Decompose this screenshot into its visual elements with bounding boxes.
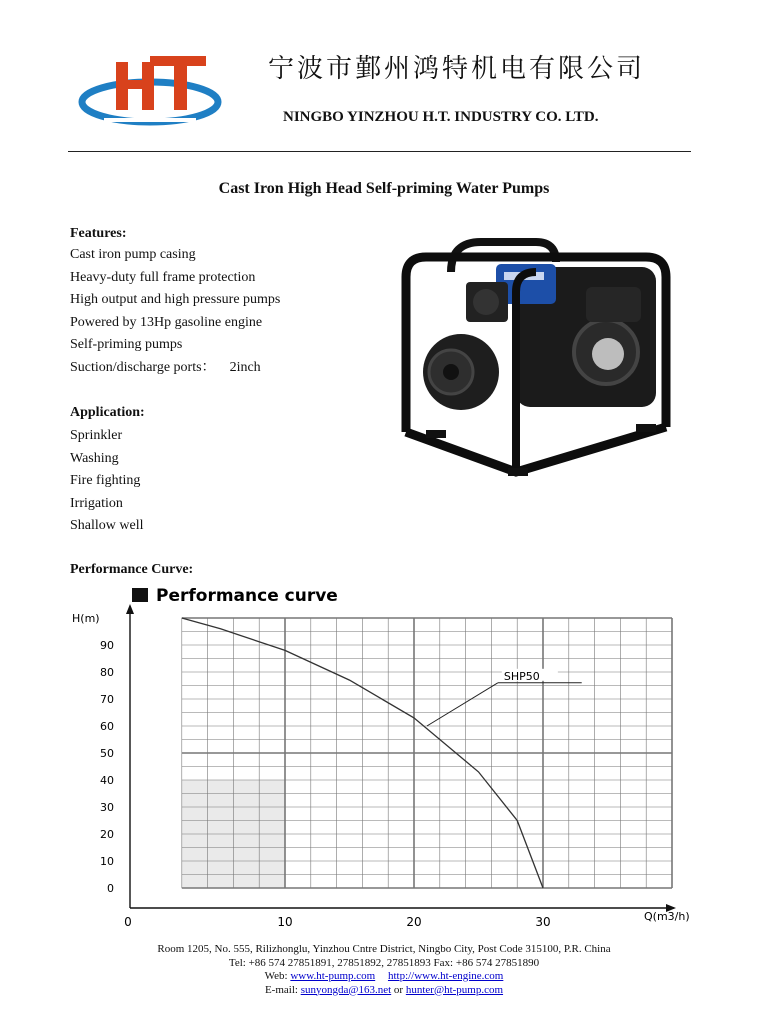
performance-curve-heading: Performance Curve:: [70, 562, 194, 577]
footer-web: [0, 970, 768, 984]
web-link-pump[interactable]: www.ht-pump.com: [290, 970, 376, 982]
application-item: Fire fighting: [70, 473, 141, 488]
web-label: Web:: [264, 970, 288, 982]
footer-address: Room 1205, No. 555, Rilizhonglu, Yinzhou Cntre District, Ningbo City, Post Code 315100, P.R. China: [157, 943, 611, 955]
y-axis-label: H(m): [72, 612, 100, 625]
ports-label: Suction/discharge ports：: [70, 359, 216, 375]
y-tick-label: 80: [100, 666, 114, 679]
application-item: Sprinkler: [70, 428, 123, 443]
y-tick-label: 20: [100, 828, 114, 841]
company-name-chinese: 宁波市鄞州鸿特机电有限公司: [268, 54, 646, 84]
y-tick-label: 70: [100, 693, 114, 706]
footer-phone: Tel: +86 574 27851891, 27851892, 27851893 Fax: +86 574 27851890: [228, 956, 540, 969]
x-tick-label: 20: [406, 915, 422, 929]
footer-email: [0, 984, 768, 998]
y-tick-label: 30: [100, 801, 114, 814]
company-logo: [78, 44, 228, 130]
feature-item: High output and high pressure pumps: [70, 292, 281, 307]
product-title: Cast Iron High Head Self-priming Water Pumps: [218, 180, 550, 197]
web-link-engine[interactable]: http://www.ht-engine.com: [387, 970, 504, 982]
email-or: or: [393, 983, 404, 996]
email-link-2[interactable]: hunter@ht-pump.com: [405, 983, 504, 996]
feature-item: Cast iron pump casing: [70, 247, 196, 262]
company-name-english: NINGBO YINZHOU H.T. INDUSTRY CO. LTD.: [283, 109, 599, 125]
chart-title: Performance curve: [156, 586, 338, 606]
performance-curve-chart: [68, 582, 712, 932]
y-tick-label: 40: [100, 774, 114, 787]
application-item: Washing: [70, 450, 119, 466]
application-item: Shallow well: [70, 518, 144, 533]
annotation-label: SHP50: [503, 669, 540, 683]
header-divider: [68, 151, 691, 152]
y-tick-label: 60: [100, 720, 114, 733]
feature-item: Self-priming pumps: [70, 337, 183, 352]
y-tick-label: 10: [100, 855, 114, 868]
y-tick-label: 90: [100, 639, 114, 652]
water-pump-image: [396, 232, 676, 482]
application-item: Irrigation: [70, 495, 123, 511]
application-list: [70, 425, 144, 538]
x-tick-label: 10: [277, 915, 293, 929]
y-tick-label: 50: [100, 747, 114, 760]
y-axis-arrow: [126, 604, 134, 614]
annotation-leader: [427, 683, 498, 726]
ports-value: 2inch: [229, 359, 261, 375]
footer: [0, 943, 768, 997]
feature-item: Heavy-duty full frame protection: [70, 269, 256, 285]
feature-item-ports: [70, 357, 280, 380]
application-heading: Application:: [70, 405, 145, 420]
x-axis-label: Q(m3/h): [644, 910, 690, 923]
features-list: [70, 244, 280, 379]
email-link-1[interactable]: sunyongda@163.net: [300, 983, 392, 996]
email-label: E-mail:: [264, 983, 298, 996]
y-tick-label: 0: [107, 882, 114, 895]
features-heading: Features:: [70, 226, 127, 241]
x-tick-label: 0: [124, 915, 132, 929]
chart-title-marker: [132, 588, 148, 602]
feature-item: Powered by 13Hp gasoline engine: [70, 314, 263, 330]
x-tick-label: 30: [535, 915, 551, 929]
